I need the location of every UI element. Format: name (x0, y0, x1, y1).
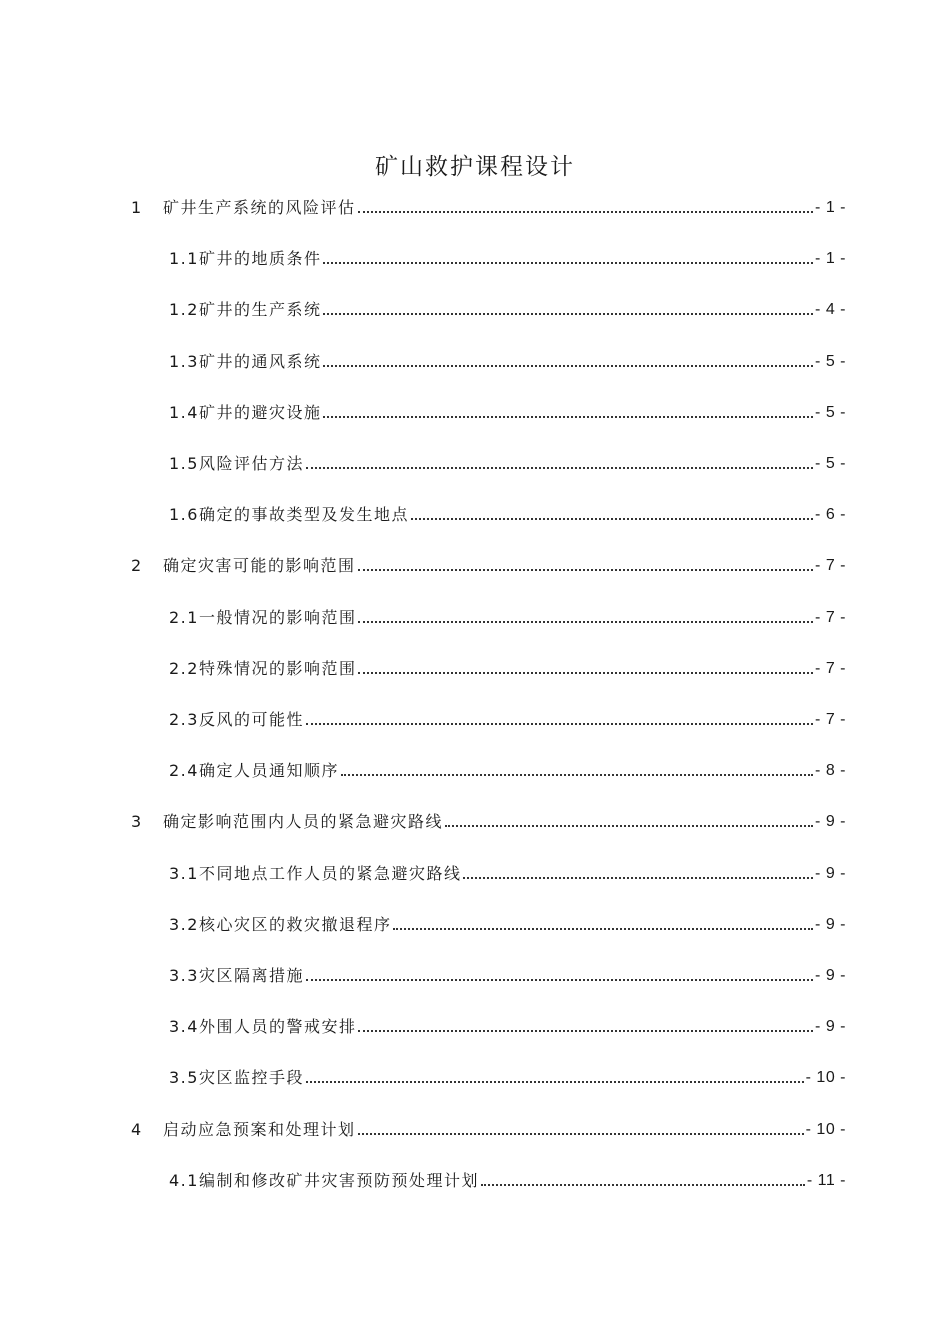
toc-entry-page-number: - 5 - (815, 403, 846, 421)
toc-entry-page-number: - 1 - (815, 199, 846, 216)
toc-entry[interactable] (169, 604, 846, 628)
toc-entry-page-number: - 5 - (815, 455, 846, 472)
toc-entry[interactable] (169, 450, 846, 474)
toc-entry-number: 1.4 (169, 402, 199, 422)
toc-entry-title: 反风的可能性 (198, 710, 304, 729)
toc-entry-number: 3.5 (169, 1068, 199, 1088)
toc-entry[interactable] (169, 962, 846, 986)
toc-entry-number: 2.3 (169, 710, 199, 729)
toc-entry-number: 3.2 (169, 914, 199, 934)
toc-entry-page-number: - 9 - (815, 864, 846, 882)
toc-entry-number: 2.4 (169, 761, 199, 781)
toc-entry-page-number: - 11 - (806, 1171, 846, 1189)
toc-entry[interactable] (131, 552, 846, 576)
toc-entry-page-number: - 9 - (815, 813, 846, 831)
toc-entry-number: 1.5 (169, 454, 199, 473)
toc-dot-leader (306, 979, 813, 981)
toc-entry-page-number: - 1 - (815, 250, 846, 268)
toc-entry-title: 一般情况的影响范围 (198, 607, 357, 627)
toc-entry-page-number: - 7 - (815, 659, 846, 677)
toc-dot-leader (306, 467, 813, 469)
toc-entry-number: 1.6 (169, 505, 199, 525)
toc-entry[interactable] (169, 655, 846, 679)
toc-entry[interactable] (169, 348, 846, 372)
toc-entry-number: 2 (131, 556, 143, 576)
toc-dot-leader (358, 672, 813, 674)
toc-dot-leader (323, 365, 813, 367)
toc-entry[interactable] (169, 911, 846, 935)
toc-dot-leader (323, 313, 813, 315)
toc-entry-title: 矿井的生产系统 (198, 300, 322, 320)
toc-entry[interactable] (169, 1167, 846, 1191)
toc-entry-page-number: - 9 - (815, 915, 846, 933)
toc-entry-page-number: - 7 - (815, 557, 846, 575)
toc-entry-number: 4 (131, 1119, 143, 1139)
toc-entry-page-number: - 4 - (815, 301, 846, 319)
toc-entry[interactable] (169, 501, 846, 525)
toc-entry-title: 启动应急预案和处理计划 (163, 1119, 356, 1139)
toc-dot-leader (341, 774, 813, 776)
toc-entry-title: 确定的事故类型及发生地点 (198, 505, 409, 525)
toc-entry[interactable] (169, 757, 846, 781)
toc-entry-title: 不同地点工作人员的紧急避灾路线 (198, 863, 462, 883)
toc-entry-page-number: - 8 - (815, 762, 846, 780)
toc-entry-page-number: - 9 - (815, 967, 846, 984)
toc-dot-leader (358, 1030, 813, 1032)
toc-dot-leader (306, 1081, 804, 1083)
toc-entry-number: 3.3 (169, 966, 199, 985)
toc-entry-number: 1.1 (169, 249, 199, 269)
toc-entry[interactable] (169, 1064, 846, 1088)
toc-dot-leader (358, 621, 813, 623)
toc-entry-title: 编制和修改矿井灾害预防预处理计划 (198, 1170, 479, 1190)
toc-entry-title: 矿井的避灾设施 (198, 402, 322, 422)
toc-dot-leader (358, 211, 814, 213)
toc-entry-page-number: - 10 - (805, 1120, 846, 1138)
toc-entry-number: 1.3 (169, 351, 199, 371)
toc-entry-page-number: - 7 - (815, 608, 846, 626)
toc-dot-leader (358, 569, 814, 571)
toc-entry-title: 矿井的地质条件 (198, 249, 322, 269)
toc-entry-number: 2.1 (169, 607, 199, 627)
toc-entry-title: 灾区隔离措施 (198, 966, 304, 985)
toc-entry-title: 风险评估方法 (198, 454, 304, 473)
toc-entry-title: 灾区监控手段 (198, 1068, 304, 1088)
toc-entry-number: 1 (131, 198, 143, 217)
toc-entry[interactable] (169, 706, 846, 730)
toc-dot-leader (323, 262, 813, 264)
toc-dot-leader (358, 1133, 804, 1135)
toc-entry[interactable] (169, 1013, 846, 1037)
toc-dot-leader (306, 723, 813, 725)
document-title: 矿山救护课程设计 (375, 154, 575, 180)
toc-entry-number: 4.1 (169, 1170, 199, 1190)
toc-entry-page-number: - 9 - (815, 1018, 846, 1036)
toc-entry-number: 1.2 (169, 300, 199, 320)
toc-dot-leader (481, 1184, 805, 1186)
toc-entry[interactable] (169, 296, 846, 320)
toc-entry[interactable] (131, 808, 846, 832)
toc-entry[interactable] (169, 245, 846, 269)
toc-entry[interactable] (169, 860, 846, 884)
toc-entry[interactable] (131, 1116, 846, 1140)
toc-entry-title: 矿井的通风系统 (198, 351, 322, 371)
toc-entry-title: 核心灾区的救灾撤退程序 (198, 914, 392, 934)
toc-entry-page-number: - 6 - (815, 506, 846, 524)
toc-dot-leader (393, 928, 813, 930)
toc-dot-leader (411, 518, 813, 520)
toc-entry-page-number: - 7 - (815, 711, 846, 728)
toc-entry-number: 2.2 (169, 658, 199, 678)
toc-entry-number: 3.1 (169, 863, 199, 883)
toc-dot-leader (463, 877, 813, 879)
toc-entry[interactable] (169, 399, 846, 423)
toc-entry-title: 确定人员通知顺序 (198, 761, 339, 781)
toc-entry-number: 3 (131, 812, 143, 832)
toc-entry-page-number: - 10 - (805, 1069, 846, 1087)
toc-entry[interactable] (131, 194, 846, 218)
toc-entry-page-number: - 5 - (815, 352, 846, 370)
toc-entry-title: 特殊情况的影响范围 (198, 658, 357, 678)
toc-entry-title: 矿井生产系统的风险评估 (163, 198, 356, 217)
toc-entry-title: 确定灾害可能的影响范围 (163, 556, 356, 576)
toc-entry-title: 确定影响范围内人员的紧急避灾路线 (163, 812, 444, 832)
toc-dot-leader (445, 825, 813, 827)
toc-entry-title: 外围人员的警戒安排 (198, 1017, 357, 1037)
toc-dot-leader (323, 416, 813, 418)
toc-entry-number: 3.4 (169, 1017, 199, 1037)
